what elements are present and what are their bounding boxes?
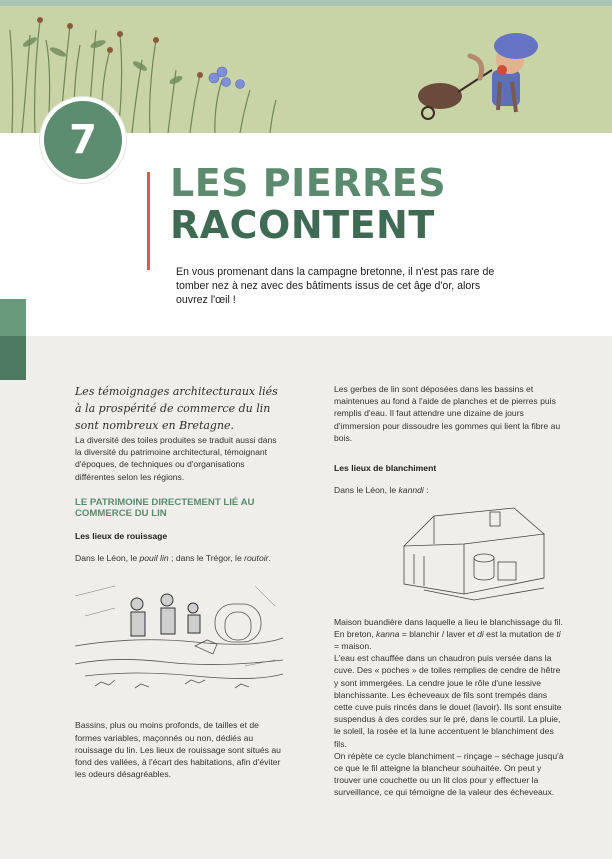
title-accent-bar <box>147 172 150 270</box>
lead-paragraph: Les témoignages architecturaux liés à la prospérité de commerce du lin sont nombreux en Bretagne. <box>75 385 278 432</box>
paragraph: On répète ce cycle blanchiment – rinçage – séchage jusqu'à ce que le fil atteigne la blancheur souhaitée. On peut y trouver une couchette ou un lit clos pour y effectuer la surveillance, ce qui témoigne de la valeur des écheveaux. <box>334 750 564 798</box>
paragraph: La diversité des toiles produites se traduit aussi dans la diversité du patrimoine architectural, témoignant d'époques, de techniques ou d'organisations différentes selon les régions. <box>75 435 277 482</box>
subheading-blanchiment: Les lieux de blanchiment <box>334 463 437 474</box>
page-title <box>170 162 446 246</box>
title-line-1: LES PIERRES <box>170 161 447 205</box>
left-column <box>75 383 285 780</box>
section-heading: LE PATRIMOINE DIRECTEMENT LIÉ AU COMMERCE DU LIN <box>75 496 255 520</box>
kanndi-sketch <box>394 504 564 604</box>
subheading-rouissage: Les lieux de rouissage <box>75 530 168 541</box>
blanchiment-name: Dans le Léon, le kanndi : <box>334 485 429 496</box>
chapter-number: 7 <box>69 117 97 163</box>
paragraph: L'eau est chauffée dans un chaudron puis versée dans la cuve. Des « poches » de toiles remplies de cendre de hêtre y sont immergées. La cendre joue le rôle d'une lessive blanchissante. Les écheveaux de fils sont trempés dans cette cuve puis rincés dans le douet (lavoir). Ils sont ensuite suspendus à des cordes sur le pré, dans le courtil. La pluie, le soleil, la rosée et la lune accentuent le blanchiment des fils. <box>334 653 562 749</box>
paragraph: Les gerbes de lin sont déposées dans les bassins et maintenues au fond à l'aide de planches et de pierres puis remplis d'eau. Il faut attendre une dizaine de jours d'immersion pour dissoudre les gommes qui lient la fibre au bois. <box>334 384 561 443</box>
child-with-wheelbarrow <box>418 33 538 119</box>
side-tab-light <box>0 299 26 336</box>
chapter-number-badge <box>40 97 126 183</box>
rouissage-names: Dans le Léon, le pouil lin ; dans le Trégor, le routoir. <box>75 553 271 564</box>
rouissage-caption: Bassins, plus ou moins profonds, de tailles et de formes variables, maçonnés ou non, dédiés au rouissage du lin. Les lieux de rouissage sont situés au fond des vallées, à l'écart des habitations, afin d'éviter les odeurs désagréables. <box>75 720 281 780</box>
rouissage-sketch <box>75 576 283 704</box>
title-line-2: RACONTENT <box>170 203 435 247</box>
right-column <box>334 383 564 799</box>
kanndi-description: Maison buandière dans laquelle a lieu le blanchissage du fil. En breton, kanna = blanchir / laver et di est la mutation de ti = maison. <box>334 616 563 652</box>
intro-text: En vous promenant dans la campagne bretonne, il n'est pas rare de tomber nez à nez avec des bâtiments issus de cet âge d'or, alors ouvrez l'œil ! <box>176 266 495 306</box>
side-tab-dark <box>0 336 26 380</box>
